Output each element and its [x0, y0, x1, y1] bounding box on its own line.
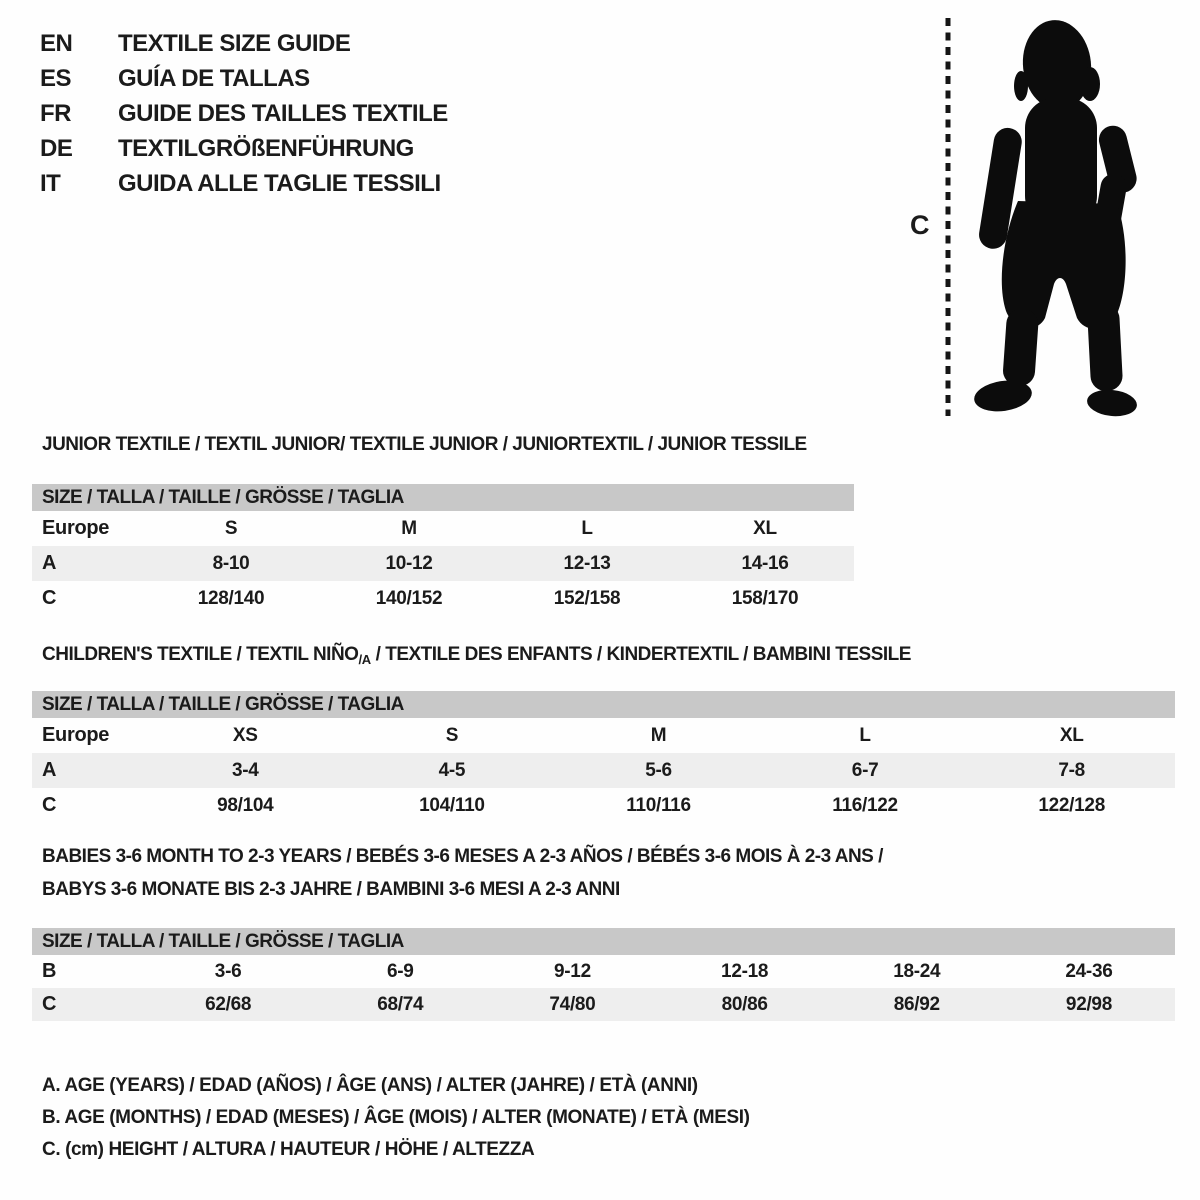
children-title-pre: CHILDREN'S TEXTILE / TEXTIL NIÑO — [42, 644, 359, 665]
value-cell: 68/74 — [377, 993, 424, 1015]
value-cell: 12-18 — [721, 960, 769, 982]
value-cell: 74/80 — [549, 993, 596, 1015]
value-cell: 18-24 — [893, 960, 941, 982]
row-label-b: B — [42, 960, 57, 982]
size-cell: XS — [232, 724, 258, 746]
junior-height-row — [32, 581, 854, 616]
language-title-list — [40, 26, 448, 201]
children-section-title — [42, 644, 911, 666]
babies-section-title-line1: BABIES 3-6 MONTH TO 2-3 YEARS / BEBÉS 3-6 MESES A 2-3 AÑOS / BÉBÉS 3-6 MOIS À 2-3 ANS / — [42, 846, 883, 867]
value-cell: 92/98 — [1065, 993, 1112, 1015]
row-label-europe: Europe — [42, 724, 110, 746]
value-cell: 6-9 — [386, 960, 414, 982]
row-label-c: C — [42, 794, 57, 816]
children-size-row — [32, 718, 1175, 753]
language-code: DE — [40, 134, 73, 162]
value-cell: 122/128 — [1038, 794, 1105, 816]
babies-section-title-line2: BABYS 3-6 MONATE BIS 2-3 JAHRE / BAMBINI 3-6 MESI A 2-3 ANNI — [42, 879, 620, 900]
guide-title-fr: GUIDE DES TAILLES TEXTILE — [118, 99, 448, 127]
children-size-table — [32, 691, 1175, 823]
junior-section-title: JUNIOR TEXTILE / TEXTIL JUNIOR/ TEXTILE JUNIOR / JUNIORTEXTIL / JUNIOR TESSILE — [42, 434, 807, 455]
value-cell: 24-36 — [1065, 960, 1113, 982]
language-row-it — [40, 166, 448, 201]
value-cell: 12-13 — [563, 552, 611, 574]
size-cell: L — [581, 517, 593, 539]
junior-table-header: SIZE / TALLA / TAILLE / GRÖSSE / TAGLIA — [32, 484, 854, 511]
language-row-es — [40, 61, 448, 96]
legend-age-months: B. AGE (MONTHS) / EDAD (MESES) / ÂGE (MOIS) / ALTER (MONATE) / ETÀ (MESI) — [42, 1107, 750, 1128]
guide-title-de: TEXTILGRÖßENFÜHRUNG — [118, 134, 414, 162]
value-cell: 62/68 — [205, 993, 252, 1015]
value-cell: 9-12 — [554, 960, 591, 982]
junior-size-table — [32, 484, 854, 616]
guide-title-it: GUIDA ALLE TAGLIE TESSILI — [118, 169, 441, 197]
babies-age-row — [32, 955, 1175, 988]
value-cell: 3-4 — [232, 759, 259, 781]
language-row-en — [40, 26, 448, 61]
size-cell: M — [650, 724, 667, 746]
size-cell: XL — [753, 517, 777, 539]
value-cell: 7-8 — [1058, 759, 1085, 781]
size-cell: L — [859, 724, 871, 746]
language-code: IT — [40, 169, 61, 197]
value-cell: 10-12 — [385, 552, 433, 574]
row-label-c: C — [42, 993, 57, 1015]
row-label-a: A — [42, 759, 57, 781]
size-cell: S — [224, 517, 238, 539]
size-cell: S — [445, 724, 459, 746]
legend-age-years: A. AGE (YEARS) / EDAD (AÑOS) / ÂGE (ANS) / ALTER (JAHRE) / ETÀ (ANNI) — [42, 1075, 698, 1096]
value-cell: 4-5 — [438, 759, 466, 781]
guide-title-es: GUÍA DE TALLAS — [118, 64, 310, 92]
measure-legend — [42, 1070, 750, 1166]
size-cell: M — [401, 517, 417, 539]
junior-size-row — [32, 511, 854, 546]
height-dashed-line — [944, 16, 952, 418]
height-measure-label: C — [910, 210, 930, 240]
language-row-de — [40, 131, 448, 166]
value-cell: 3-6 — [214, 960, 242, 982]
children-table-header: SIZE / TALLA / TAILLE / GRÖSSE / TAGLIA — [32, 691, 1175, 718]
toddler-silhouette — [973, 16, 1137, 418]
children-title-subscript: /A — [358, 652, 371, 667]
babies-size-table — [32, 928, 1175, 1021]
children-height-row — [32, 788, 1175, 823]
row-label-a: A — [42, 552, 57, 574]
babies-height-row — [32, 988, 1175, 1021]
value-cell: 80/86 — [721, 993, 768, 1015]
row-label-europe: Europe — [42, 517, 110, 539]
legend-height-cm: C. (cm) HEIGHT / ALTURA / HAUTEUR / HÖHE / ALTEZZA — [42, 1139, 535, 1160]
language-code: FR — [40, 99, 71, 127]
value-cell: 158/170 — [731, 587, 799, 609]
size-cell: XL — [1059, 724, 1084, 746]
babies-table-header: SIZE / TALLA / TAILLE / GRÖSSE / TAGLIA — [32, 928, 1175, 955]
value-cell: 86/92 — [893, 993, 940, 1015]
value-cell: 104/110 — [419, 794, 485, 816]
language-row-fr — [40, 96, 448, 131]
value-cell: 5-6 — [645, 759, 672, 781]
value-cell: 140/152 — [375, 587, 443, 609]
language-code: ES — [40, 64, 72, 92]
value-cell: 8-10 — [212, 552, 250, 574]
language-code: EN — [40, 29, 73, 57]
value-cell: 128/140 — [197, 587, 265, 609]
guide-title-en: TEXTILE SIZE GUIDE — [118, 29, 351, 57]
children-title-post: / TEXTILE DES ENFANTS / KINDERTEXTIL / BAMBINI TESSILE — [370, 644, 911, 665]
value-cell: 6-7 — [851, 759, 879, 781]
children-age-row — [32, 753, 1175, 788]
junior-age-row — [32, 546, 854, 581]
value-cell: 116/122 — [832, 794, 898, 816]
value-cell: 110/116 — [626, 794, 691, 816]
value-cell: 98/104 — [217, 794, 274, 816]
value-cell: 14-16 — [741, 552, 789, 574]
value-cell: 152/158 — [553, 587, 621, 609]
row-label-c: C — [42, 587, 57, 609]
